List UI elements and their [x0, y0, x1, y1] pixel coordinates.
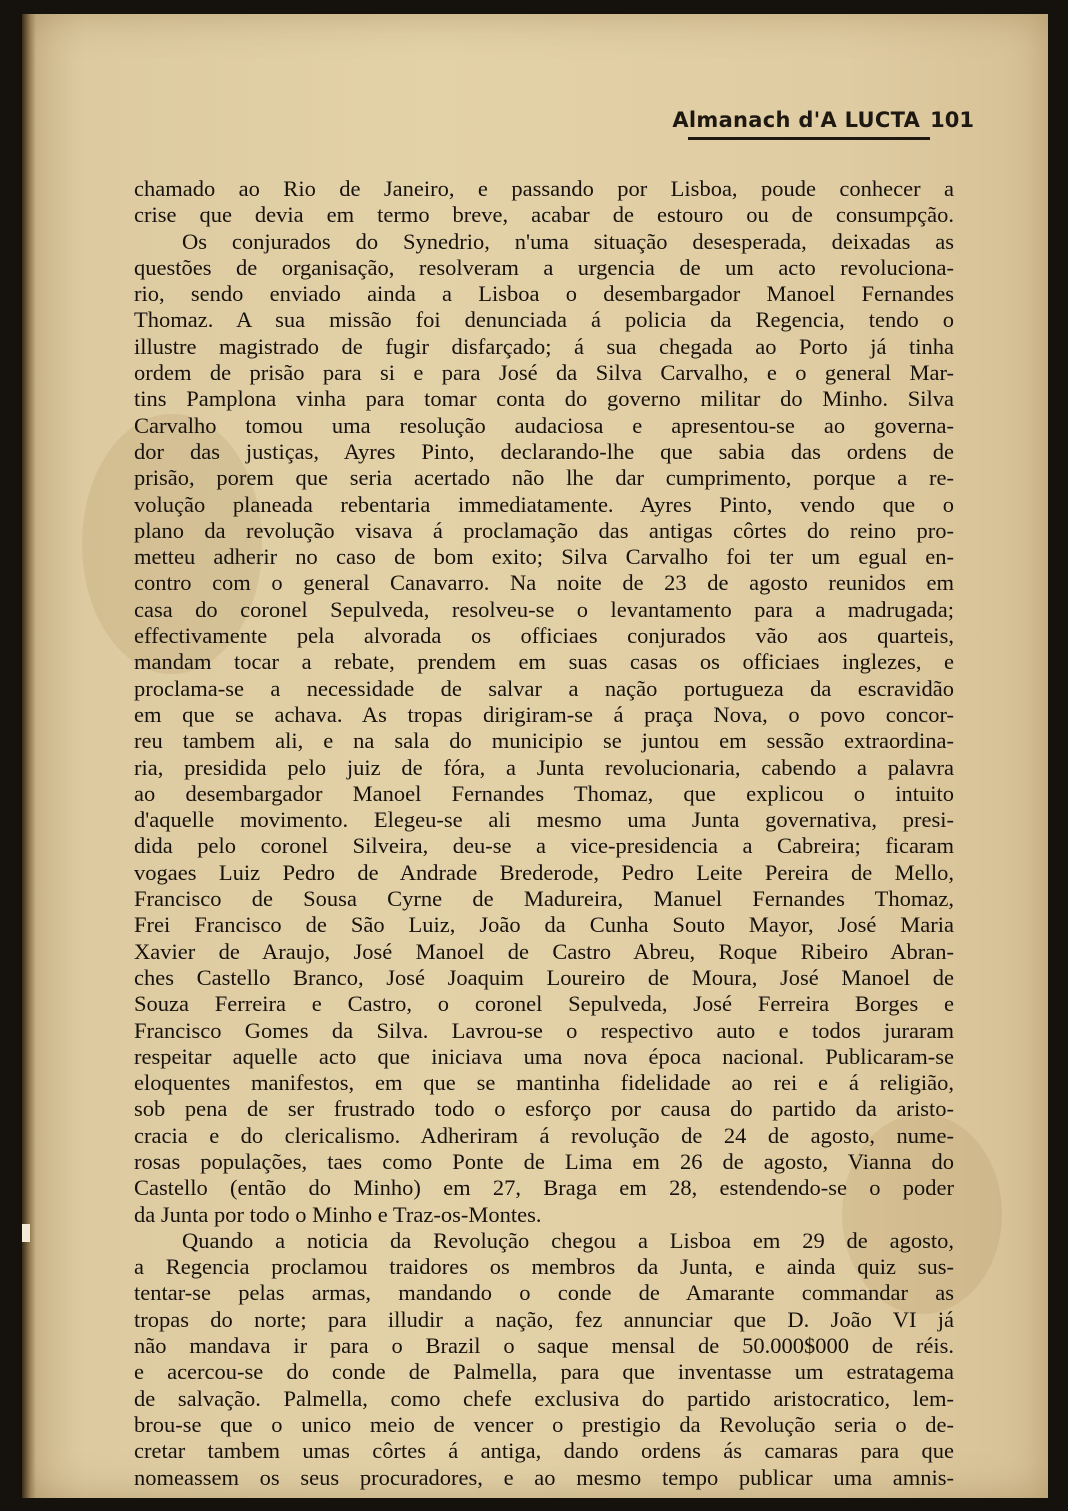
text-line: metteu adherir no caso de bom exito; Silva Carvalho foi ter um egual en-	[134, 544, 954, 570]
text-line: questões de organisação, resolveram a urgencia de um acto revoluciona-	[134, 254, 954, 280]
text-line: mandam tocar a rebate, prendem em suas casas os officiaes inglezes, e	[134, 649, 954, 675]
text-line: Quando a noticia da Revolução chegou a Lisboa em 29 de agosto,	[182, 1227, 954, 1253]
text-line: dida pelo coronel Silveira, deu-se a vice-presidencia a Cabreira; ficaram	[134, 833, 954, 859]
text-line: chamado ao Rio de Janeiro, e passando por Lisboa, poude conhecer a	[134, 176, 954, 201]
text-line: ao desembargador Manoel Fernandes Thomaz, que explicou o intuito	[134, 780, 954, 806]
running-head	[672, 108, 974, 132]
text-line: casa do coronel Sepulveda, resolveu-se o levantamento para a madrugada;	[134, 596, 954, 622]
text-line: plano da revolução visava á proclamação das antigas côrtes do reino pro-	[134, 517, 954, 543]
text-line: Thomaz. A sua missão foi denunciada á policia da Regencia, tendo o	[134, 307, 954, 333]
text-line: tropas do norte; para illudir a nação, fez annunciar que D. João VI já	[134, 1306, 954, 1332]
text-line: reu tambem ali, e na sala do municipio se juntou em sessão extraordina-	[134, 728, 954, 754]
body-text	[134, 176, 954, 1491]
text-line: em que se achava. As tropas dirigiram-se á praça Nova, o povo concor-	[134, 701, 954, 727]
text-line: rio, sendo enviado ainda a Lisboa o desembargador Manoel Fernandes	[134, 281, 954, 307]
text-line: volução planeada rebentaria immediatamente. Ayres Pinto, vendo que o	[134, 491, 954, 517]
text-line: eloquentes manifestos, em que se mantinha fidelidade ao rei e á religião,	[134, 1070, 954, 1096]
text-line: Os conjurados do Synedrio, n'uma situação desesperada, deixadas as	[182, 228, 954, 254]
text-line: ordem de prisão para si e para José da Silva Carvalho, e o general Mar-	[134, 360, 954, 386]
text-line: ria, presidida pelo juiz de fóra, a Junta revolucionaria, cabendo a palavra	[134, 754, 954, 780]
text-line: não mandava ir para o Brazil o saque mensal de 50.000$000 de réis.	[134, 1333, 954, 1359]
text-line: Xavier de Araujo, José Manoel de Castro Abreu, Roque Ribeiro Abran-	[134, 938, 954, 964]
text-line: nomeassem os seus procuradores, e ao mesmo tempo publicar uma amnis-	[134, 1464, 954, 1490]
text-line: Carvalho tomou uma resolução audaciosa e apresentou-se ao governa-	[134, 412, 954, 438]
text-line: da Junta por todo o Minho e Traz-os-Montes.	[134, 1201, 542, 1227]
text-line: respeitar aquelle acto que iniciava uma nova época nacional. Publicaram-se	[134, 1043, 954, 1069]
text-line: tentar-se pelas armas, mandando o conde de Amarante commandar as	[134, 1280, 954, 1306]
text-line: d'aquelle movimento. Elegeu-se ali mesmo uma Junta governativa, presi-	[134, 807, 954, 833]
header-rule	[688, 137, 930, 140]
text-line: Castello (então do Minho) em 27, Braga em 28, estendendo-se o poder	[134, 1175, 954, 1201]
text-line: prisão, porem que seria acertado não lhe dar cumprimento, porque a re-	[134, 465, 954, 491]
text-line: dor das justiças, Ayres Pinto, declarando-lhe que sabia das ordens de	[134, 438, 954, 464]
text-line: brou-se que o unico meio de vencer o prestigio da Revolução seria o de-	[134, 1411, 954, 1437]
text-line: contro com o general Canavarro. Na noite de 23 de agosto reunidos em	[134, 570, 954, 596]
text-line: e acercou-se do conde de Palmella, para que inventasse um estratagema	[134, 1359, 954, 1385]
text-line: illustre magistrado de fugir disfarçado; á sua chegada ao Porto já tinha	[134, 333, 954, 359]
text-line: a Regencia proclamou traidores os membros da Junta, e ainda quiz sus-	[134, 1254, 954, 1280]
text-line: rosas populações, taes como Ponte de Lima em 26 de agosto, Vianna do	[134, 1148, 954, 1174]
binding-tab	[22, 1224, 30, 1242]
text-line: cretar tambem umas côrtes á antiga, dando ordens ás camaras para que	[134, 1438, 954, 1464]
page-binding-edge	[22, 14, 36, 1498]
text-line: de salvação. Palmella, como chefe exclusiva do partido aristocratico, lem-	[134, 1385, 954, 1411]
text-line: crise que devia em termo breve, acabar de estouro ou de consumpção.	[134, 202, 954, 228]
text-line: Frei Francisco de São Luiz, João da Cunha Souto Mayor, José Maria	[134, 912, 954, 938]
text-line: Francisco Gomes da Silva. Lavrou-se o respectivo auto e todos juraram	[134, 1017, 954, 1043]
text-line: Francisco de Sousa Cyrne de Madureira, Manuel Fernandes Thomaz,	[134, 886, 954, 912]
book-page	[22, 14, 1048, 1498]
running-title: Almanach d'A LUCTA	[672, 108, 921, 132]
text-line: sob pena de ser frustrado todo o esforço por causa do partido da aristo-	[134, 1096, 954, 1122]
page-number: 101	[930, 108, 974, 132]
text-line: cracia e do clericalismo. Adheriram á revolução de 24 de agosto, nume-	[134, 1122, 954, 1148]
text-line: ches Castello Branco, José Joaquim Loureiro de Moura, José Manoel de	[134, 964, 954, 990]
text-line: tins Pamplona vinha para tomar conta do governo militar do Minho. Silva	[134, 386, 954, 412]
text-line: effectivamente pela alvorada os officiaes conjurados vão aos quarteis,	[134, 623, 954, 649]
text-line: proclama-se a necessidade de salvar a nação portugueza da escravidão	[134, 675, 954, 701]
text-line: Souza Ferreira e Castro, o coronel Sepulveda, José Ferreira Borges e	[134, 991, 954, 1017]
text-line: vogaes Luiz Pedro de Andrade Brederode, Pedro Leite Pereira de Mello,	[134, 859, 954, 885]
